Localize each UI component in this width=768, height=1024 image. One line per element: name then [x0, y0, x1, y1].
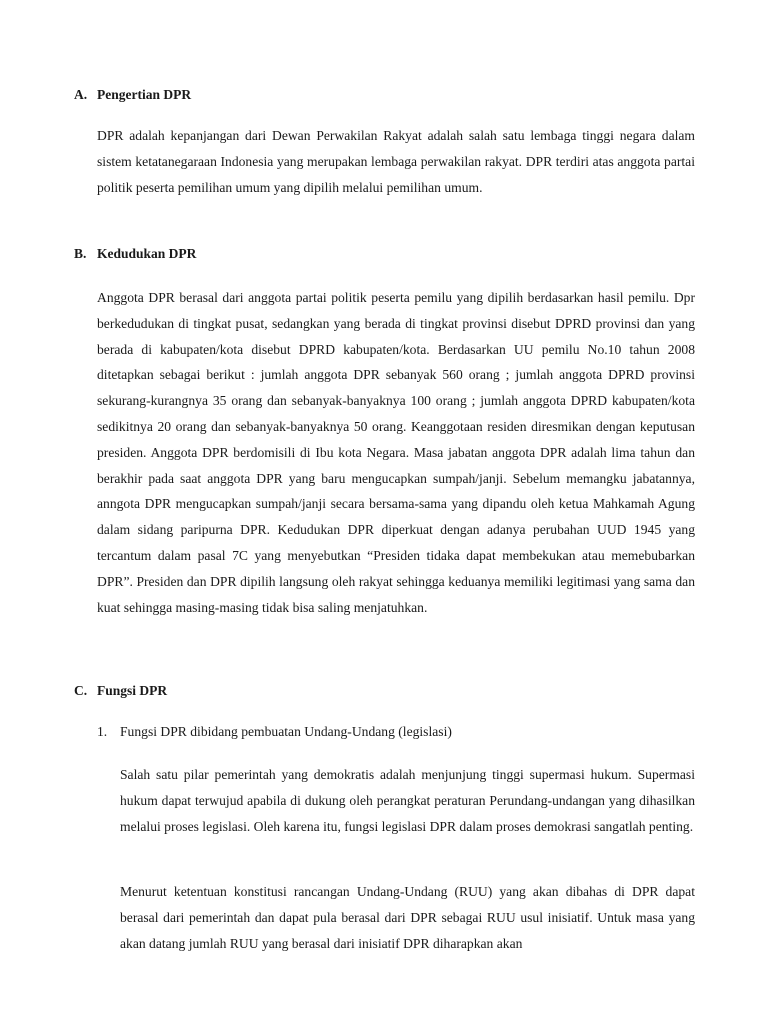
list-item-1-paragraph-2: Menurut ketentuan konstitusi rancangan Undang-Undang (RUU) yang akan dibahas di DPR dapat berasal dari pemerintah dan dapat pula berasal dari DPR sebagai RUU usul inisiatif. Untuk masa yang akan datang jumlah RUU yang berasal dari inisiatif DPR diharapkan akan: [120, 884, 695, 951]
section-c-heading: [74, 681, 167, 701]
list-item-1-title: Fungsi DPR dibidang pembuatan Undang-Undang (legislasi): [120, 724, 452, 739]
section-b-letter: B.: [74, 246, 87, 261]
section-c-title: Fungsi DPR: [97, 683, 168, 698]
section-a-letter: A.: [74, 87, 88, 102]
section-b-paragraph: Anggota DPR berasal dari anggota partai politik peserta pemilu yang dipilih berdasarkan hasil pemilu. Dpr berkedudukan di tingkat pusat, sedangkan yang berada di tingkat provinsi disebut DPRD provinsi dan yang berada di kabupaten/kota disebut DPRD kabupaten/kota. Berdasarkan UU pemilu No.10 tahun 2008 ditetapkan sebagai berikut : jumlah anggota DPR sebanyak 560 orang ; jumlah anggota DPRD provinsi sekurang-kurangnya 35 orang dan sebanyak-banyaknya 100 orang ; jumlah anggota DPRD kabupaten/kota sedikitnya 20 orang dan sebanyak-banyaknya 50 orang. Keanggotaan residen diresmikan dengan keputusan presiden. Anggota DPR berdomisili di Ibu kota Negara. Masa jabatan anggota DPR adalah lima tahun dan berakhir pada saat anggota DPR yang baru mengucapkan sumpah/janji. Sebelum memangku jabatannya, anngota DPR mengucapkan sumpah/janji secara bersama-sama yang dipandu oleh ketua Mahkamah Agung dalam sidang paripurna DPR. Kedudukan DPR diperkuat dengan adanya perubahan UUD 1945 yang tercantum dalam pasal 7C yang menyebutkan “Presiden tidaka dapat membekukan atau memebubarkan DPR”. Presiden dan DPR dipilih langsung oleh rakyat sehingga keduanya memiliki legitimasi yang sama dan kuat sehingga masing-masing tidak bisa saling menjatuhkan.: [97, 290, 695, 615]
list-item-1-paragraph-1: Salah satu pilar pemerintah yang demokratis adalah menjunjung tinggi supermasi hukum. Supermasi hukum dapat terwujud apabila di dukung oleh perangkat peraturan Perundang-undangan yang dihasilkan melalui proses legislasi. Oleh karena itu, fungsi legislasi DPR dalam proses demokrasi sangatlah penting.: [120, 767, 695, 834]
section-a-paragraph: DPR adalah kepanjangan dari Dewan Perwakilan Rakyat adalah salah satu lembaga tinggi negara dalam sistem ketatanegaraan Indonesia yang merupakan lembaga perwakilan rakyat. DPR terdiri atas anggota partai politik peserta pemilihan umum yang dipilih melalui pemilihan umum.: [97, 128, 695, 195]
section-b-heading: [74, 244, 196, 264]
list-item-1-number: 1.: [97, 724, 108, 739]
section-c-letter: C.: [74, 683, 88, 698]
section-a-title: Pengertian DPR: [97, 87, 192, 102]
section-b-title: Kedudukan DPR: [97, 246, 197, 261]
list-item-1: [97, 722, 452, 742]
section-a-heading: [74, 85, 191, 105]
